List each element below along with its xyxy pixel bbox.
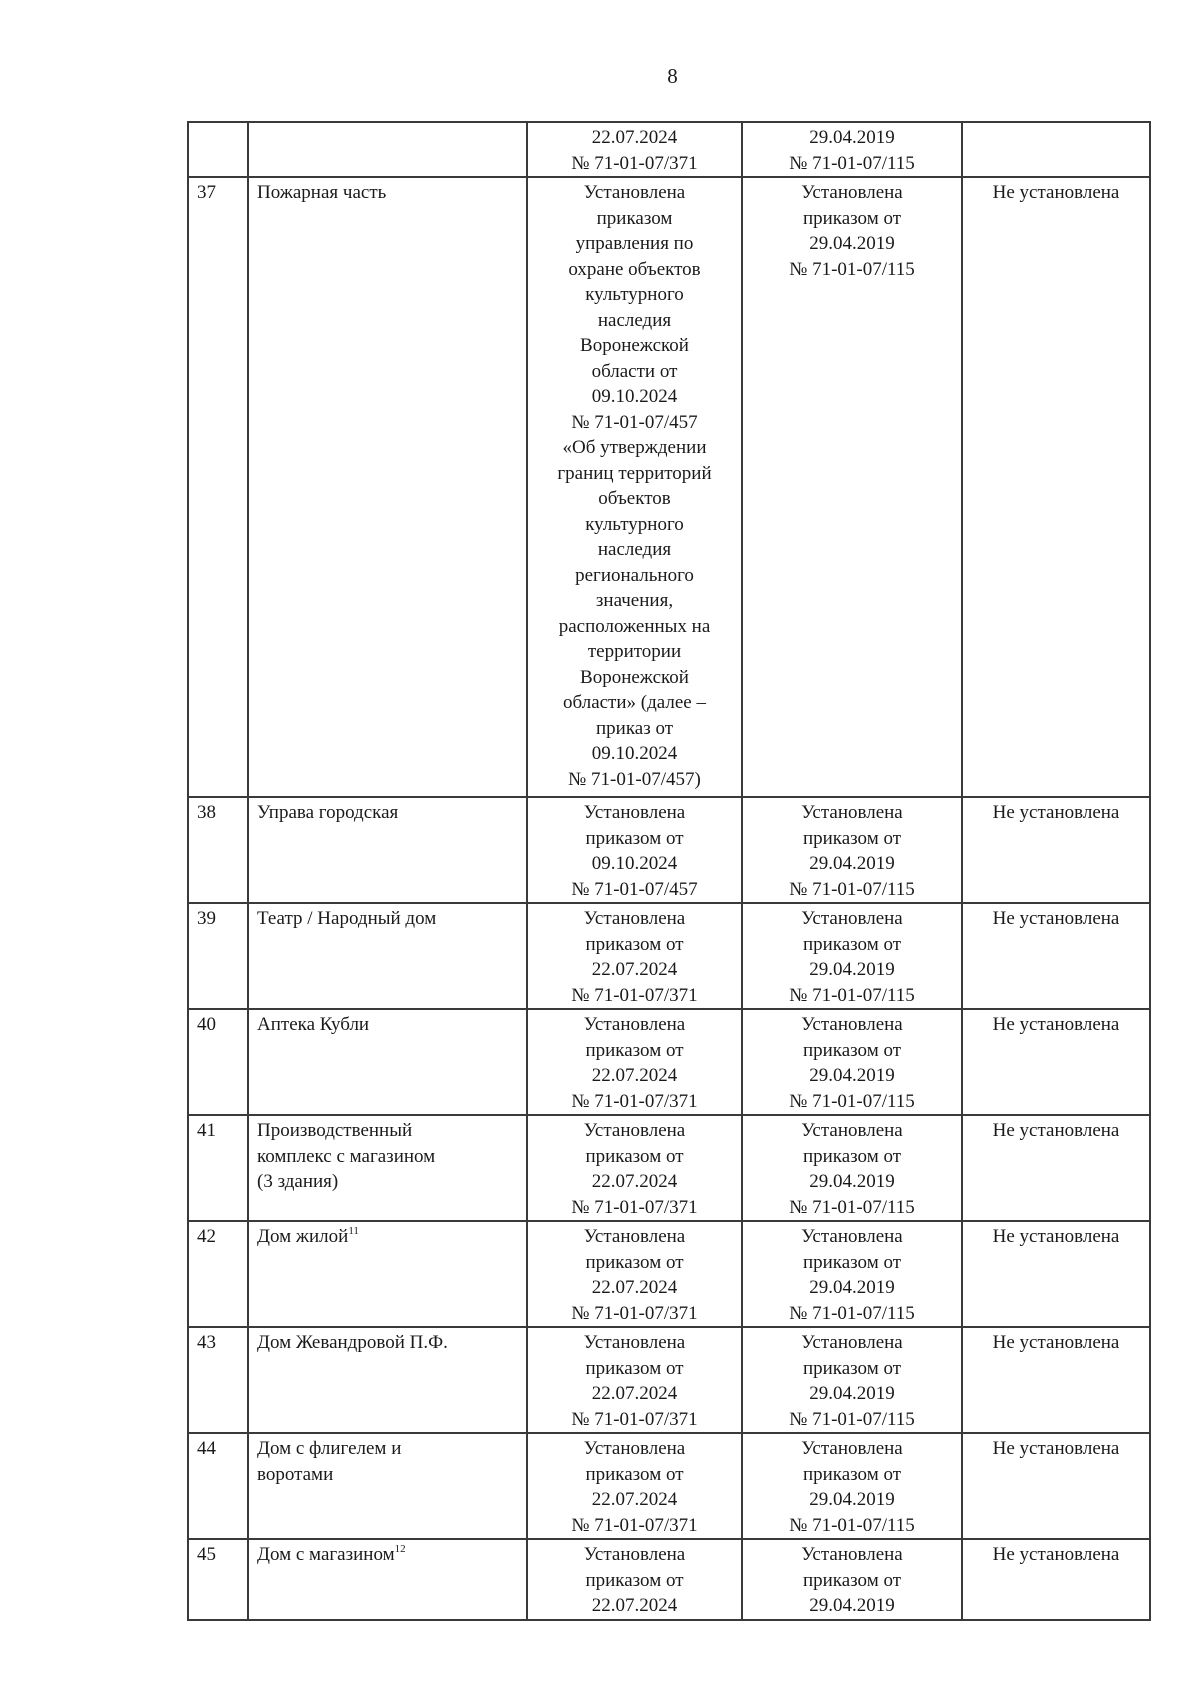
territory-boundary-cell: 22.07.2024 № 71-01-07/371 <box>527 122 742 177</box>
row-number-cell <box>188 122 248 177</box>
row-number-cell: 38 <box>188 797 248 903</box>
table-row <box>188 1327 1150 1433</box>
object-name-cell: Дом Жевандровой П.Ф. <box>248 1327 527 1433</box>
zone-status-cell: Не установлена <box>962 1327 1150 1433</box>
table-row <box>188 1539 1150 1620</box>
table-row <box>188 177 1150 797</box>
footnote-ref: 12 <box>394 1543 406 1555</box>
object-name-cell: Дом с флигелем и воротами <box>248 1433 527 1539</box>
table-row <box>188 122 1150 177</box>
zone-status-cell <box>962 122 1150 177</box>
row-number-cell: 44 <box>188 1433 248 1539</box>
zone-status-cell: Не установлена <box>962 1539 1150 1620</box>
protection-zone-cell: Установлена приказом от 29.04.2019 <box>742 1539 962 1620</box>
row-number-cell: 45 <box>188 1539 248 1620</box>
protection-zone-cell: Установлена приказом от 29.04.2019 № 71-01-07/115 <box>742 1115 962 1221</box>
object-name-text: Дом с магазином <box>257 1544 395 1565</box>
territory-boundary-cell: Установлена приказом от 22.07.2024 № 71-01-07/371 <box>527 1433 742 1539</box>
protection-zone-cell: Установлена приказом от 29.04.2019 № 71-01-07/115 <box>742 177 962 797</box>
territory-boundary-cell: Установлена приказом управления по охране объектов культурного наследия Воронежской области от 09.10.2024 № 71-01-07/457 «Об утверждении границ территорий объектов культурного наследия регионального значения, расположенных на территории Воронежской области» (далее – приказ от 09.10.2024 № 71-01-07/457) <box>527 177 742 797</box>
table-row <box>188 1221 1150 1327</box>
territory-boundary-cell: Установлена приказом от 22.07.2024 № 71-01-07/371 <box>527 903 742 1009</box>
protection-zone-cell: Установлена приказом от 29.04.2019 № 71-01-07/115 <box>742 903 962 1009</box>
protection-zone-cell: 29.04.2019 № 71-01-07/115 <box>742 122 962 177</box>
zone-status-cell: Не установлена <box>962 1115 1150 1221</box>
table-row <box>188 1009 1150 1115</box>
protection-zone-cell: Установлена приказом от 29.04.2019 № 71-01-07/115 <box>742 1221 962 1327</box>
zone-status-cell: Не установлена <box>962 1009 1150 1115</box>
territory-boundary-cell: Установлена приказом от 22.07.2024 № 71-01-07/371 <box>527 1327 742 1433</box>
row-number-cell: 39 <box>188 903 248 1009</box>
page-number: 8 <box>667 64 678 88</box>
object-name-text: Дом жилой <box>257 1226 349 1247</box>
table-row <box>188 903 1150 1009</box>
table-row <box>188 797 1150 903</box>
zone-status-cell: Не установлена <box>962 797 1150 903</box>
row-number-cell: 37 <box>188 177 248 797</box>
object-name-cell <box>248 1221 527 1327</box>
territory-boundary-cell: Установлена приказом от 22.07.2024 № 71-01-07/371 <box>527 1115 742 1221</box>
territory-boundary-cell: Установлена приказом от 22.07.2024 № 71-01-07/371 <box>527 1009 742 1115</box>
footnote-ref: 11 <box>348 1225 359 1237</box>
object-name-cell: Пожарная часть <box>248 177 527 797</box>
table-row <box>188 1433 1150 1539</box>
protection-zone-cell: Установлена приказом от 29.04.2019 № 71-01-07/115 <box>742 1009 962 1115</box>
protection-zone-cell: Установлена приказом от 29.04.2019 № 71-01-07/115 <box>742 1433 962 1539</box>
row-number-cell: 41 <box>188 1115 248 1221</box>
zone-status-cell: Не установлена <box>962 1433 1150 1539</box>
territory-boundary-cell: Установлена приказом от 22.07.2024 № 71-01-07/371 <box>527 1221 742 1327</box>
zone-status-cell: Не установлена <box>962 177 1150 797</box>
table-row <box>188 1115 1150 1221</box>
object-name-cell <box>248 1539 527 1620</box>
protection-zone-cell: Установлена приказом от 29.04.2019 № 71-01-07/115 <box>742 1327 962 1433</box>
territory-boundary-cell: Установлена приказом от 09.10.2024 № 71-01-07/457 <box>527 797 742 903</box>
heritage-objects-table <box>187 121 1151 1621</box>
territory-boundary-cell: Установлена приказом от 22.07.2024 <box>527 1539 742 1620</box>
object-name-cell: Театр / Народный дом <box>248 903 527 1009</box>
object-name-cell: Аптека Кубли <box>248 1009 527 1115</box>
object-name-cell: Производственный комплекс с магазином (3 здания) <box>248 1115 527 1221</box>
zone-status-cell: Не установлена <box>962 903 1150 1009</box>
object-name-cell: Управа городская <box>248 797 527 903</box>
protection-zone-cell: Установлена приказом от 29.04.2019 № 71-01-07/115 <box>742 797 962 903</box>
zone-status-cell: Не установлена <box>962 1221 1150 1327</box>
row-number-cell: 43 <box>188 1327 248 1433</box>
row-number-cell: 40 <box>188 1009 248 1115</box>
object-name-cell <box>248 122 527 177</box>
row-number-cell: 42 <box>188 1221 248 1327</box>
